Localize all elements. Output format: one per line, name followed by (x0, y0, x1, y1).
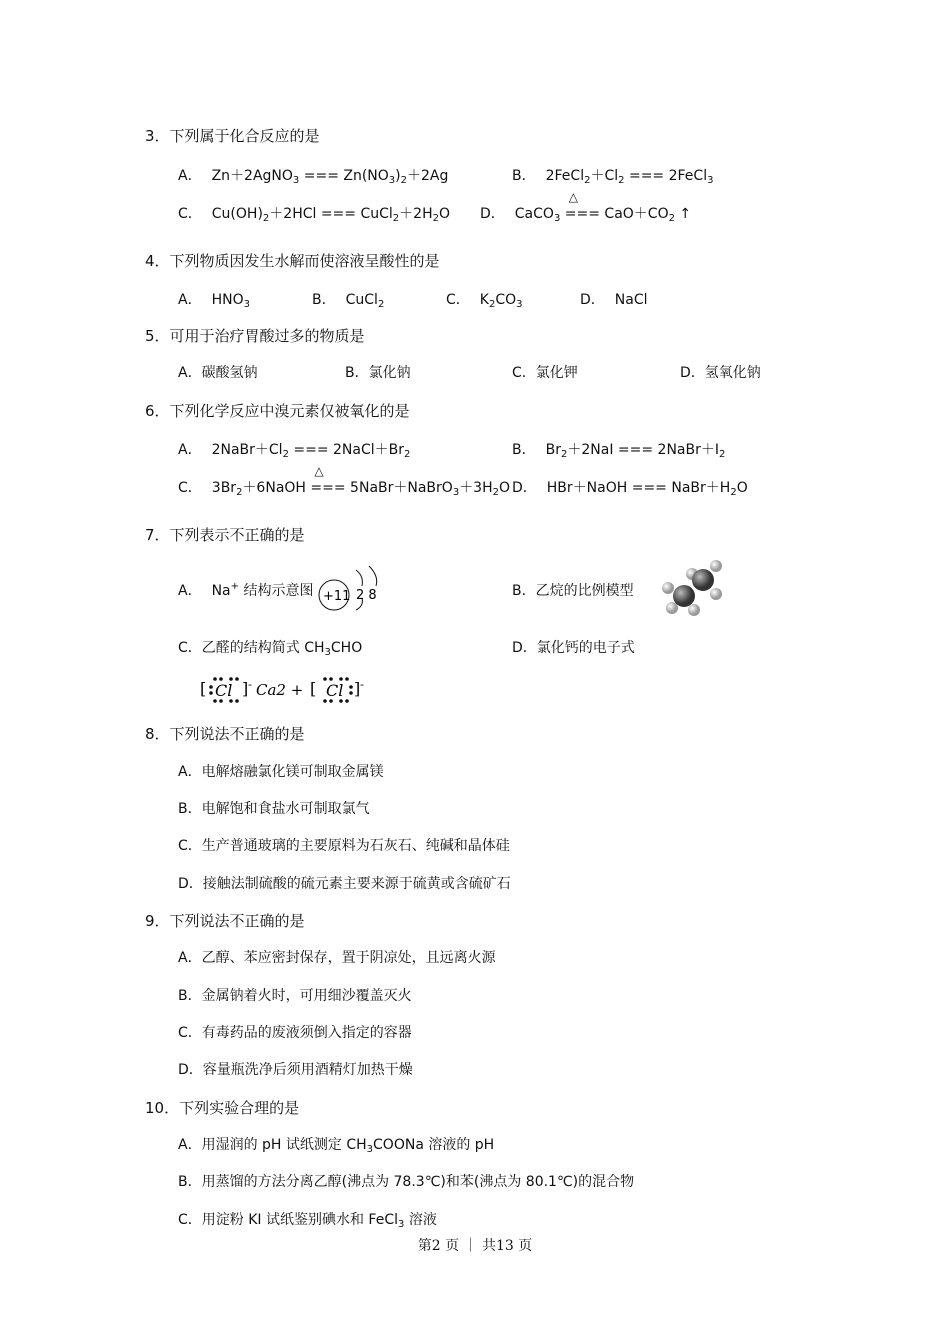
svg-text:Cl: Cl (326, 681, 344, 700)
page-footer: 第2 页 ｜ 共13 页 (417, 1238, 533, 1254)
question-10-stem: 10．下列实验合理的是 (145, 1099, 300, 1117)
svg-text:-: - (248, 678, 252, 691)
q5-option-c: C．氯化钾 (512, 365, 578, 381)
question-9-stem: 9．下列说法不正确的是 (145, 912, 305, 930)
q3-option-d: D． CaCO$_3$ △ === $CaO+CO_2$ ↑ (480, 190, 692, 224)
q8-option-c: C．生产普通玻璃的主要原料为石灰石、纯碱和晶体硅 (178, 838, 510, 854)
svg-text:Cl: Cl (215, 681, 233, 700)
q4-option-d: D． NaCl (580, 292, 648, 308)
q4-option-a: A． $HNO_3$ (178, 292, 250, 310)
q5-option-d: D．氢氧化钠 (680, 365, 761, 381)
svg-text:+11: +11 (323, 589, 351, 604)
svg-text:Ca2 +: Ca2 + (256, 681, 304, 699)
calcium-chloride-electron-formula (198, 670, 378, 706)
heat-triangle-icon: △ (568, 190, 578, 204)
q3-option-c: C． $Cu(OH)_2+2HCl$ === $CuCl_2+2H_2O$ (178, 206, 451, 224)
q4-option-c: C． $K_2CO_3$ (446, 292, 523, 310)
q10-option-a: A．用湿润的 pH 试纸测定 $CH_3COONa$ 溶液的 pH (178, 1137, 495, 1155)
svg-text:[: [ (310, 679, 317, 698)
q3-option-a: A． Zn＋2AgNO$_3$ === $Zn(NO_3)_2+2Ag$ (178, 168, 449, 186)
q5-option-a: A．碳酸氢钠 (178, 365, 258, 381)
q6-option-b: B． $Br_2+2NaI$ === $2NaBr+I_2$ (512, 442, 726, 460)
q6-option-d: D． HBr＋NaOH === $NaBr+H_2O$ (512, 480, 748, 498)
q7-option-a: A． Na+ 结构示意图 (178, 581, 314, 599)
q7-option-d: D．氯化钙的电子式 (512, 640, 635, 656)
question-3-stem: 3．下列属于化合反应的是 (145, 127, 320, 145)
q8-option-a: A．电解熔融氯化镁可制取金属镁 (178, 764, 384, 780)
q8-option-d: D．接触法制硫酸的硫元素主要来源于硫黄或含硫矿石 (178, 876, 511, 892)
q3-option-b: B． $2FeCl_2+Cl_2$ === 2FeCl$_3$ (512, 168, 714, 186)
heat-triangle-icon: △ (314, 464, 324, 478)
q10-option-b: B．用蒸馏的方法分离乙醇(沸点为 78.3℃)和苯(沸点为 80.1℃)的混合物 (178, 1174, 635, 1190)
question-7-stem: 7．下列表示不正确的是 (145, 526, 305, 544)
q4-option-b: B． CuCl$_2$ (312, 292, 385, 310)
q9-option-b: B．金属钠着火时，可用细沙覆盖灭火 (178, 988, 412, 1004)
q6-option-c: C． $3Br_2+6NaOH$ △ === $5NaBr+NaBrO_3+3H_2O$ (178, 464, 511, 498)
svg-text:]: ] (242, 679, 249, 698)
q7-option-b: B．乙烷的比例模型 (512, 583, 634, 599)
sodium-ion-structure-diagram (314, 562, 389, 612)
svg-text:2 8: 2 8 (356, 588, 377, 603)
question-5-stem: 5．可用于治疗胃酸过多的物质是 (145, 327, 365, 345)
q8-option-b: B．电解饱和食盐水可制取氯气 (178, 801, 370, 817)
q9-option-c: C．有毒药品的废液须倒入指定的容器 (178, 1025, 412, 1041)
question-6-stem: 6．下列化学反应中溴元素仅被氧化的是 (145, 402, 410, 420)
svg-text:[: [ (200, 679, 207, 698)
q9-option-a: A．乙醇、苯应密封保存，置于阴凉处，且远离火源 (178, 950, 496, 966)
q6-option-a: A． $2NaBr+Cl_2$ === $2NaCl+Br_2$ (178, 442, 411, 460)
question-8-stem: 8．下列说法不正确的是 (145, 725, 305, 743)
q9-option-d: D．容量瓶洗净后须用酒精灯加热干燥 (178, 1062, 413, 1078)
q5-option-b: B．氯化钠 (345, 365, 411, 381)
ethane-space-filling-model (656, 558, 728, 616)
svg-text:-: - (360, 678, 364, 691)
svg-text:]: ] (354, 679, 361, 698)
q7-option-c: C．乙醛的结构简式 $CH_3CHO$ (178, 640, 363, 658)
q10-option-c: C．用淀粉 KI 试纸鉴别碘水和 FeCl$_3$ 溶液 (178, 1212, 437, 1230)
question-4-stem: 4．下列物质因发生水解而使溶液呈酸性的是 (145, 252, 440, 270)
